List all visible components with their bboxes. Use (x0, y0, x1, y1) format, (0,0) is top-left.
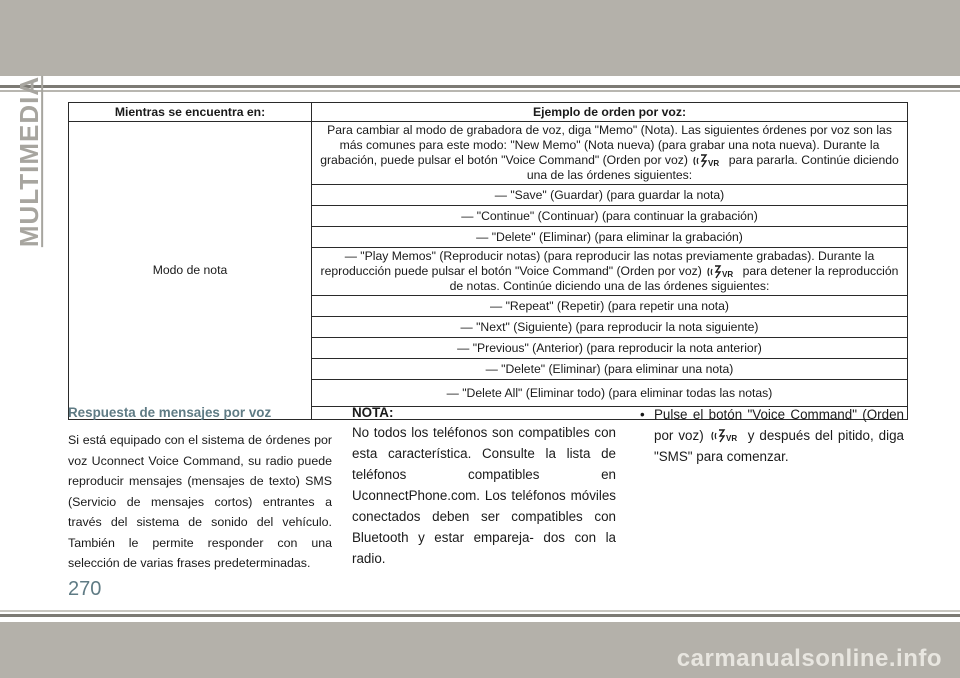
intro-text-a: Para cambiar al modo de grabadora de voz, diga "Memo" (Nota). Las siguientes órdenes por voz son las más comunes para este modo: "New Memo" (Nota nueva) (para grabar una nota nueva). Durante la grabación, puede pulsar el botón "Voice Command" (Orden por voz) (320, 123, 892, 167)
top-rule (0, 85, 960, 88)
bullet-text-b: y después del pitido, diga "SMS" para comenzar. (654, 428, 904, 464)
section-label: MULTIMEDIA (14, 75, 45, 247)
voice-command-table (68, 102, 908, 420)
continue-command: — "Continue" (Continuar) (para continuar la grabación) (312, 206, 908, 227)
voice-command-vr-icon (693, 154, 723, 168)
next-command: — "Next" (Siguiente) (para reproducir la nota siguiente) (312, 317, 908, 338)
column-instructions (640, 404, 904, 467)
column-sms-reply (68, 404, 332, 574)
top-rule-thin (0, 90, 960, 92)
delete-all-command: — "Delete All" (Eliminar todo) (para eliminar todas las notas) (312, 380, 908, 407)
column-note (352, 404, 616, 569)
sms-reply-body: Si está equipado con el sistema de órdenes por voz Uconnect Voice Command, su radio puede reproducir mensajes (mensajes de texto) SMS (Servicio de mensajes cortos) entrantes a través del sistema de sonido del vehículo. También le permite responder con una selección de varias frases predeterminadas. (68, 433, 332, 570)
voice-command-vr-icon (711, 429, 741, 443)
bullet-text (654, 404, 904, 467)
section-tab (6, 75, 54, 247)
delete-note-command: — "Delete" (Eliminar) (para eliminar una nota) (312, 359, 908, 380)
mode-cell: Modo de nota (69, 122, 312, 420)
section-heading: Respuesta de mensajes por voz (68, 405, 272, 420)
header-command-example: Ejemplo de orden por voz: (312, 103, 908, 122)
page-number: 270 (68, 578, 102, 600)
play-text-b: para detener la reproducción de notas. Continúe diciendo una de las órdenes siguientes: (449, 264, 899, 293)
svg-text:VR: VR (708, 158, 720, 168)
svg-text:VR: VR (725, 434, 737, 444)
list-item (640, 404, 904, 467)
play-text-a: — "Play Memos" (Reproducir notas) (para reproducir las notas previamente grabadas). Durante la reproducción puede pulsar el botón "Voice Command" (Orden por voz) (320, 249, 875, 278)
bottom-rule-thin (0, 610, 960, 612)
voice-command-vr-icon (707, 265, 737, 279)
intro-cell (312, 122, 908, 185)
note-title: NOTA: (352, 405, 394, 420)
intro-text-b: para pararla. Continúe diciendo una de las órdenes siguientes: (526, 153, 899, 182)
save-command: — "Save" (Guardar) (para guardar la nota) (312, 185, 908, 206)
play-memos-cell (312, 248, 908, 296)
repeat-command: — "Repeat" (Repetir) (para repetir una nota) (312, 296, 908, 317)
table-header-row (69, 103, 908, 122)
table-row (69, 122, 908, 185)
bottom-rule (0, 614, 960, 617)
bullet-dot: • (640, 407, 645, 422)
bullet-text-a: Pulse el botón "Voice Command" (Orden por voz) (654, 407, 904, 443)
note-body: No todos los teléfonos son compatibles con esta característica. Consulte la lista de teléfonos compatibles en UconnectPhone.com. Los teléfonos móviles conectados deben ser compatibles con Bluetooth y estar empareja- dos con la radio. (352, 425, 616, 566)
previous-command: — "Previous" (Anterior) (para reproducir la nota anterior) (312, 338, 908, 359)
top-band (0, 0, 960, 76)
watermark: carmanualsonline.info (676, 645, 942, 672)
svg-text:VR: VR (722, 269, 734, 279)
header-while-in: Mientras se encuentra en: (69, 103, 312, 122)
delete-recording-command: — "Delete" (Eliminar) (para eliminar la grabación) (312, 227, 908, 248)
